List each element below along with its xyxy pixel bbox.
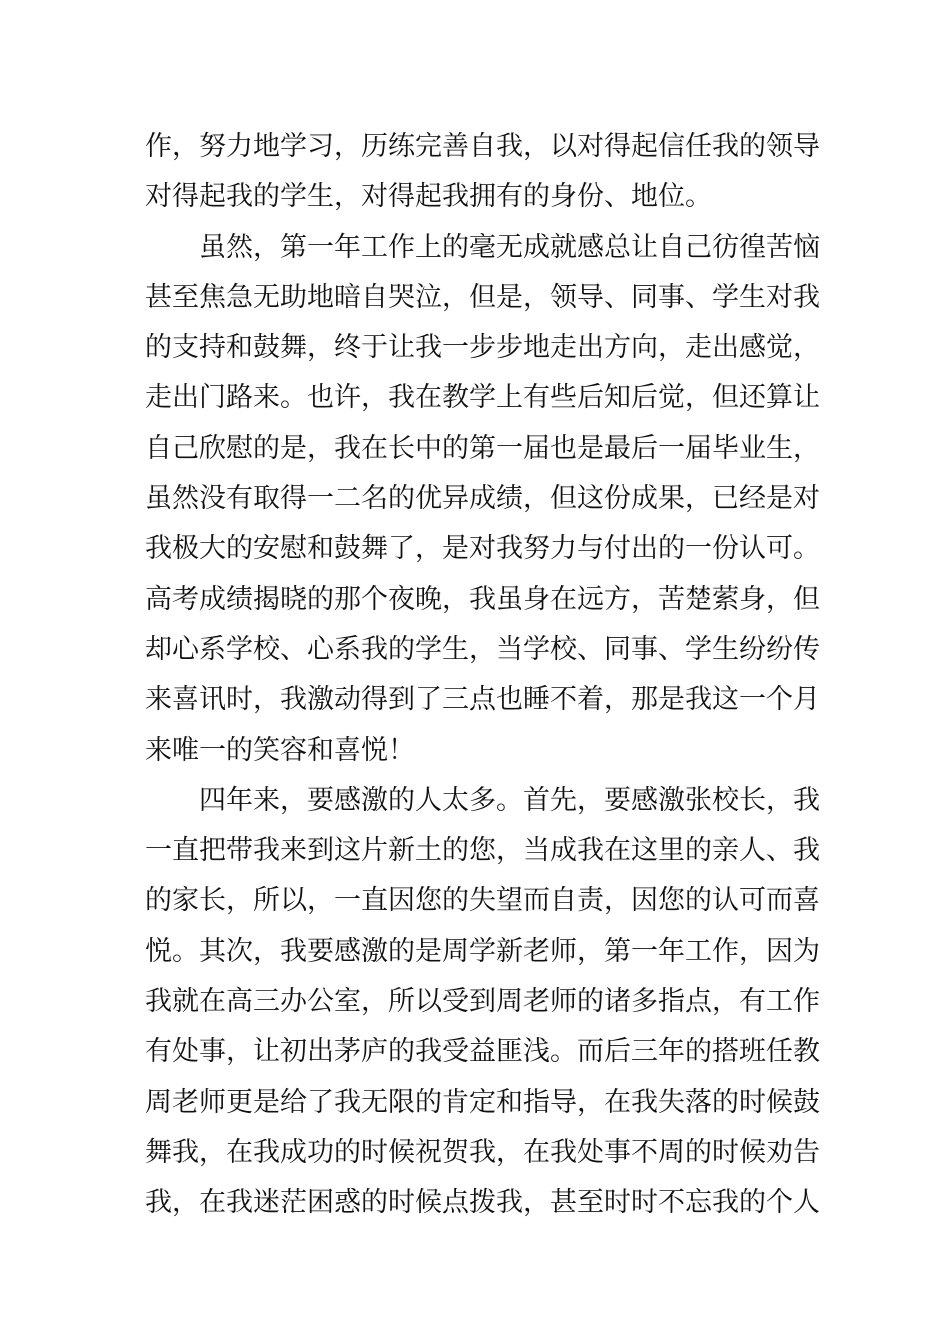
body-text: [145, 122, 820, 1229]
text-line: 对得起我的学生，对得起我拥有的身份、地位。: [145, 181, 712, 213]
text-line: 周老师更是给了我无限的肯定和指导，在我失落的时候鼓: [145, 1086, 820, 1118]
text-line: 我就在高三办公室，所以受到周老师的诸多指点，有工作: [145, 986, 820, 1018]
text-line: 自己欣慰的是，我在长中的第一届也是最后一届毕业生，: [145, 432, 820, 464]
text-line: 高考成绩揭晓的那个夜晚，我虽身在远方，苦楚萦身，但: [145, 583, 820, 615]
text-line: 虽然没有取得一二名的优异成绩，但这份成果，已经是对: [145, 483, 820, 515]
text-line: 我极大的安慰和鼓舞了，是对我努力与付出的一份认可。: [145, 533, 820, 565]
paragraph-start-line: 四年来，要感激的人太多。首先，要感激张校长，我: [199, 784, 820, 816]
text-line: 来喜讯时，我激动得到了三点也睡不着，那是我这一个月: [145, 684, 820, 716]
text-line: 悦。其次，我要感激的是周学新老师，第一年工作，因为: [145, 935, 820, 967]
text-line: 有处事，让初出茅庐的我受益匪浅。而后三年的搭班任教: [145, 1036, 820, 1068]
paragraph-start-line: 虽然，第一年工作上的毫无成就感总让自己彷徨苦恼: [199, 231, 820, 263]
text-line: 走出门路来。也许，我在教学上有些后知后觉，但还算让: [145, 382, 820, 414]
text-line: 来唯一的笑容和喜悦！: [145, 734, 415, 766]
text-line: 甚至焦急无助地暗自哭泣，但是，领导、同事、学生对我: [145, 281, 820, 313]
text-line: 的支持和鼓舞，终于让我一步步地走出方向，走出感觉，: [145, 332, 820, 364]
text-line: 却心系学校、心系我的学生，当学校、同事、学生纷纷传: [145, 633, 820, 665]
text-line: 我，在我迷茫困惑的时候点拨我，甚至时时不忘我的个人: [145, 1187, 820, 1219]
text-line: 一直把带我来到这片新土的您，当成我在这里的亲人、我: [145, 835, 820, 867]
text-line: 的家长，所以，一直因您的失望而自责，因您的认可而喜: [145, 885, 820, 917]
text-line: 作，努力地学习，历练完善自我，以对得起信任我的领导: [145, 131, 820, 162]
text-line: 舞我，在我成功的时候祝贺我，在我处事不周的时候劝告: [145, 1136, 820, 1168]
